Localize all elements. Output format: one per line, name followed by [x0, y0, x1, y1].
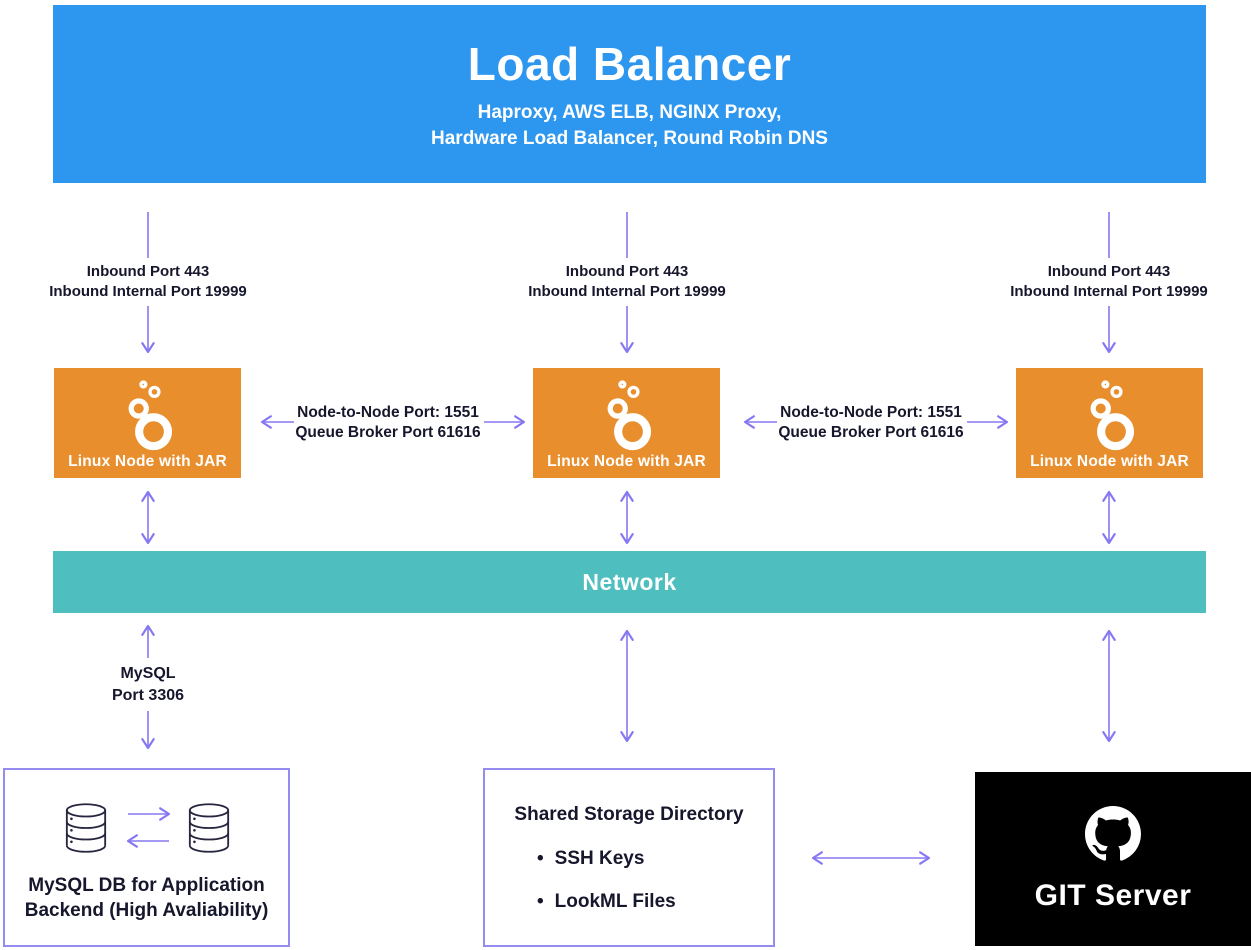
inbound-ports-label-1-line2: Inbound Internal Port 19999	[49, 283, 247, 300]
shared-storage-title: Shared Storage Directory	[514, 804, 744, 825]
inbound-ports-label-3-line1: Inbound Port 443	[1047, 263, 1171, 280]
looker-logo-icon	[599, 378, 655, 452]
github-octocat-icon	[1085, 806, 1141, 862]
inbound-ports-label-1	[18, 262, 278, 302]
mysql-db-box	[3, 768, 290, 947]
inbound-ports-label-1-line1: Inbound Port 443	[86, 263, 210, 280]
inbound-ports-label-2-line1: Inbound Port 443	[565, 263, 689, 280]
database-cylinder-icon	[63, 800, 109, 856]
linux-node-label: Linux Node with JAR	[1030, 452, 1189, 470]
mysql-port-label-line1: MySQL	[120, 665, 176, 682]
inbound-ports-label-3-line2: Inbound Internal Port 19999	[1010, 283, 1208, 300]
mysql-db-label-line1: MySQL DB for Application	[28, 875, 265, 896]
linux-node-box-3	[1016, 368, 1203, 478]
shared-storage-item-lookml-files	[537, 891, 676, 913]
bullet-icon: •	[537, 891, 544, 912]
load-balancer-subtitle-line2: Hardware Load Balancer, Round Robin DNS	[431, 127, 828, 149]
looker-logo-icon	[120, 378, 176, 452]
linux-node-label: Linux Node with JAR	[547, 452, 706, 470]
mysql-db-label	[5, 873, 288, 923]
node-link-label-a-line2: Queue Broker Port 61616	[295, 424, 481, 441]
linux-node-box-2	[533, 368, 720, 478]
load-balancer-subtitle-line1: Haproxy, AWS ELB, NGINX Proxy,	[477, 101, 782, 123]
inbound-ports-label-2	[497, 262, 757, 302]
inbound-ports-label-2-line2: Inbound Internal Port 19999	[528, 283, 726, 300]
bullet-icon: •	[537, 848, 544, 869]
network-bar	[53, 551, 1206, 613]
git-server-box	[975, 772, 1251, 946]
mysql-db-label-line2: Backend (High Avaliability)	[24, 900, 269, 921]
node-link-label-a-line1: Node-to-Node Port: 1551	[297, 404, 479, 421]
node-link-label-a	[288, 403, 488, 443]
node-link-label-b	[771, 403, 971, 443]
shared-storage-item-ssh-keys	[537, 848, 644, 870]
inbound-ports-label-3	[979, 262, 1239, 302]
git-server-label: GIT Server	[1034, 878, 1192, 912]
network-label: Network	[582, 568, 677, 595]
linux-node-box-1	[54, 368, 241, 478]
mysql-port-label	[48, 663, 248, 707]
database-cylinder-icon	[186, 800, 232, 856]
shared-storage-box	[483, 768, 775, 947]
shared-storage-item-label: LookML Files	[554, 891, 676, 912]
mysql-port-label-line2: Port 3306	[111, 687, 185, 704]
load-balancer-box	[53, 5, 1206, 183]
shared-storage-item-label: SSH Keys	[554, 848, 645, 869]
load-balancer-title: Load Balancer	[467, 37, 792, 90]
looker-logo-icon	[1082, 378, 1138, 452]
linux-node-label: Linux Node with JAR	[68, 452, 227, 470]
node-link-label-b-line1: Node-to-Node Port: 1551	[780, 404, 962, 421]
node-link-label-b-line2: Queue Broker Port 61616	[778, 424, 964, 441]
